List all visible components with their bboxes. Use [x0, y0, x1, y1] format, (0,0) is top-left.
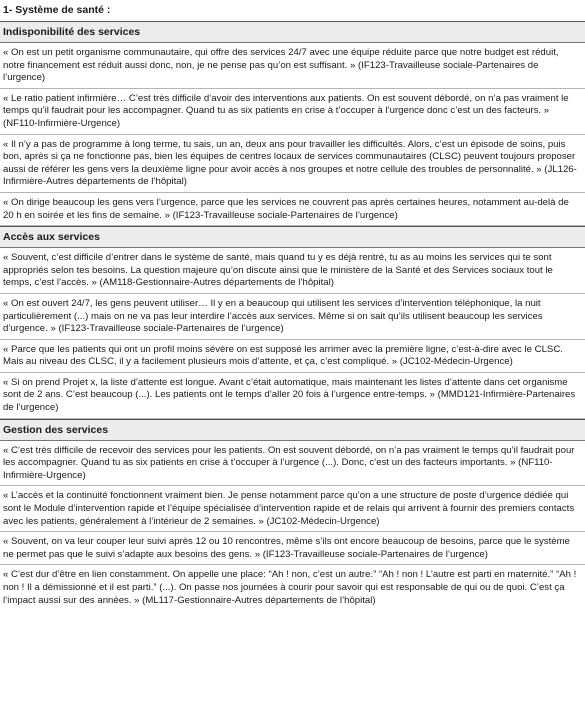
quote-item: « C’est très difficile de recevoir des services pour les patients. On est souvent débordé, on n’a pas vraiment le temps qu’il faudrait pour les accompagner. Quand tu as six patients en crise à t’occuper à l’urgence (...). Donc, c’est un des facteurs importants. » (NF110-Infirmière-Urgence): [0, 441, 585, 487]
section-heading-indisponibilite: Indisponibilité des services: [0, 22, 585, 43]
quote-item: « On est ouvert 24/7, les gens peuvent utiliser… Il y en a beaucoup qui utilisent les services d’intervention téléphonique, la nuit particulièrement (...) mais on ne va pas leur interdire l’accès aux services. Même si on sait qu’ils utilisent beaucoup les services d’urgence. » (IF123-Travailleuse sociale-Partenaires de l’urgence): [0, 294, 585, 340]
table-title: 1- Système de santé :: [0, 0, 585, 22]
quote-item: « L’accès et la continuité fonctionnent vraiment bien. Je pense notamment parce qu’on a une structure de poste d’urgence dédiée qui sont le Module d’intervention rapide et l’équipe spécialisée d’intervention rapide et de relais qui arrivent à fournir des premiers contacts avec les patients, généralement à l’intérieur de 2 semaines. » (JC102-Médecin-Urgence): [0, 486, 585, 532]
section-heading-gestion: Gestion des services: [0, 419, 585, 441]
quote-item: « Il n’y a pas de programme à long terme, tu sais, un an, deux ans pour travailler les difficultés. Alors, c’est un épisode de soins, puis bon, après si ça ne fonctionne pas, bien les équipes de centres locaux de services communautaires (CLSC) peuvent toujours proposer aussi de référer les gens vers la deuxième ligne pour avoir accès à nos groupes et notre cellule des troubles de personnalité. » (JL126-Infirmière-Autres départements de l’hôpital): [0, 135, 585, 193]
quote-item: « Souvent, on va leur couper leur suivi après 12 ou 10 rencontres, même s’ils ont encore beaucoup de besoins, parce que le système ne permet pas que le suivi s’adapte aux besoins des gens. » (IF123-Travailleuse sociale-Partenaires de l’urgence): [0, 532, 585, 565]
quote-item: « Le ratio patient infirmière… C’est très difficile d’avoir des interventions aux patients. On est souvent débordé, on n’a pas vraiment le temps qu’il faudrait pour les accompagner. Quand tu as six patients en crise à t’occuper à l’urgence donc c’est un des facteurs. » (NF110-Infirmière-Urgence): [0, 89, 585, 135]
quote-item: « On est un petit organisme communautaire, qui offre des services 24/7 avec une équipe réduite parce que notre budget est réduit, notre financement est réduit aussi donc, non, je ne pense pas qu’on est suffisant. » (IF123-Travailleuse sociale-Partenaires de l’urgence): [0, 43, 585, 89]
quote-item: « Souvent, c’est difficile d’entrer dans le système de santé, mais quand tu y es déjà rentré, tu as au moins les services qui te sont appropriés selon tes besoins. La question majeure qu’on discute ainsi que le ministère de la Santé et des Services sociaux tout le temps, c’est l’accès. » (AM118-Gestionnaire-Autres départements de l’hôpital): [0, 248, 585, 294]
quote-item: « C’est dur d’être en lien constamment. On appelle une place: “Ah ! non, c’est un autre.” “Ah ! non ! L’autre est parti en maternité.” “Ah ! non ! Il a démissionné et il est parti.” (...). On passe nos journées à courir pour savoir qui est responsable de qui ou de quoi. C’est ça l’impact aussi sur des années. » (ML117-Gestionnaire-Autres départements de l’hôpital): [3, 569, 577, 606]
section-heading-acces: Accès aux services: [0, 226, 585, 248]
quote-item: « Si on prend Projet x, la liste d’attente est longue. Avant c’était automatique, mais maintenant les listes d’attente dans cet organisme sont de 2 ans. C’est beaucoup (...). Les patients ont le temps d’aller 20 fois à l’urgence entre-temps. » (MMD121-Infirmière-Partenaires de l’urgence): [0, 373, 585, 419]
quote-item: « Parce que les patients qui ont un profil moins sévère on est supposé les arrimer avec la première ligne, c’est-à-dire avec le CLSC. Mais au niveau des CLSC, il y a facilement plusieurs mois d’attente, et ça, c’est compliqué. » (JC102-Médecin-Urgence): [0, 340, 585, 373]
quote-item: « On dirige beaucoup les gens vers l’urgence, parce que les services ne couvrent pas après certaines heures, notamment au-delà de 20 h en soirée et les fins de semaine. » (IF123-Travailleuse sociale-Partenaires de l’urgence): [0, 193, 585, 226]
